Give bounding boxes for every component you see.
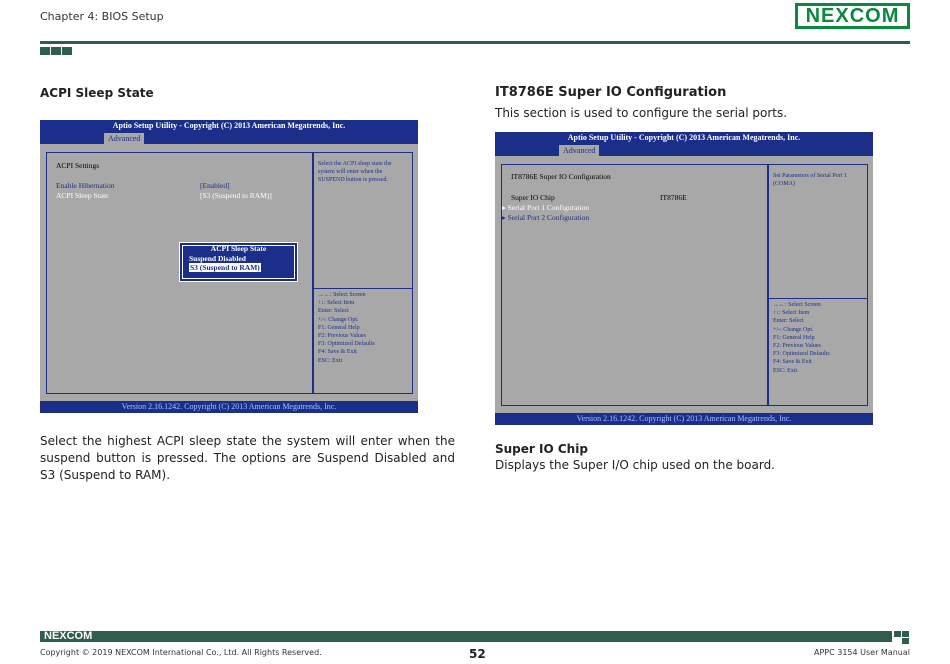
acpi-description: Select the highest ACPI sleep state the system will enter when the suspend button is pressed. The options are Suspend Disabled and S3 (Suspend to RAM). (40, 434, 455, 482)
manual-title: APPC 3154 User Manual (814, 648, 910, 657)
super-io-chip-value: IT8786E (660, 193, 687, 202)
copyright-text: Copyright © 2019 NEXCOM International Co., Ltd. All Rights Reserved. (40, 648, 322, 657)
bios-footer: Version 2.16.1242. Copyright (C) 2013 American Megatrends, Inc. (495, 413, 873, 425)
section-title: IT8786E Super IO Configuration (511, 172, 611, 181)
acpi-heading: ACPI Sleep State (40, 86, 154, 100)
super-io-chip-label: Super IO Chip (511, 193, 555, 202)
enable-hibernation-value[interactable]: [Enabled] (200, 181, 230, 190)
section-title: ACPI Settings (56, 161, 100, 170)
superio-chip-text: Displays the Super I/O chip used on the board. (495, 458, 775, 472)
tab-advanced[interactable]: Advanced (104, 133, 144, 144)
acpi-sleep-state-label[interactable]: ACPI Sleep State (56, 191, 109, 200)
key-legend: →←: Select Screen ↑↓: Select Item Enter: Select +/-: Change Opt. F1: General Help F2: Previous Values F3: Optimized Defaults F4: Save & Exit ESC: Exit (318, 292, 375, 364)
enable-hibernation-label[interactable]: Enable Hibernation (56, 181, 115, 190)
superio-chip-heading: Super IO Chip (495, 442, 588, 456)
page-number: 52 (469, 647, 486, 661)
header-blocks (40, 40, 73, 59)
popup-option-suspend-disabled[interactable]: Suspend Disabled (189, 254, 246, 263)
bios-footer: Version 2.16.1242. Copyright (C) 2013 American Megatrends, Inc. (40, 401, 418, 413)
sleep-state-popup (179, 242, 298, 282)
bios-title: Aptio Setup Utility - Copyright (C) 2013 American Megatrends, Inc. (40, 120, 418, 132)
help-text: Set Parameters of Serial Port 1 (COMA) (773, 173, 847, 187)
help-text: Select the ACPI sleep state the system will enter when the SUSPEND button is pressed. (318, 161, 392, 183)
footer-logo: NEXCOM (44, 630, 93, 642)
serial-port-2-link[interactable]: ▸ Serial Port 2 Configuration (502, 213, 590, 222)
popup-option-s3[interactable]: S3 (Suspend to RAM) (190, 263, 260, 272)
superio-intro: This section is used to configure the serial ports. (495, 106, 788, 120)
bios-screen-superio (495, 132, 873, 425)
nexcom-logo: NEXCOM (795, 3, 910, 29)
bios-screen-acpi (40, 120, 418, 413)
superio-heading: IT8786E Super IO Configuration (495, 85, 727, 100)
bios-tabbar (495, 144, 873, 156)
bios-tabbar (40, 132, 418, 144)
tab-advanced[interactable]: Advanced (559, 145, 599, 156)
acpi-sleep-state-value[interactable]: [S3 (Suspend to RAM)] (200, 191, 272, 200)
footer-square (902, 638, 909, 644)
serial-port-1-link[interactable]: ▸ Serial Port 1 Configuration (502, 203, 590, 212)
popup-title: ACPI Sleep State (210, 244, 267, 253)
footer-bar (40, 631, 892, 642)
header-divider (40, 41, 910, 44)
bios-title: Aptio Setup Utility - Copyright (C) 2013 American Megatrends, Inc. (495, 132, 873, 144)
chapter-title: Chapter 4: BIOS Setup (40, 10, 164, 23)
footer-square (902, 631, 909, 637)
key-legend: →←: Select Screen ↑↓: Select Item Enter: Select +/-: Change Opt. F1: General Help F2: Previous Values F3: Optimized Defaults F4: Save & Exit ESC: Exit (773, 302, 830, 374)
footer-square (894, 631, 901, 637)
